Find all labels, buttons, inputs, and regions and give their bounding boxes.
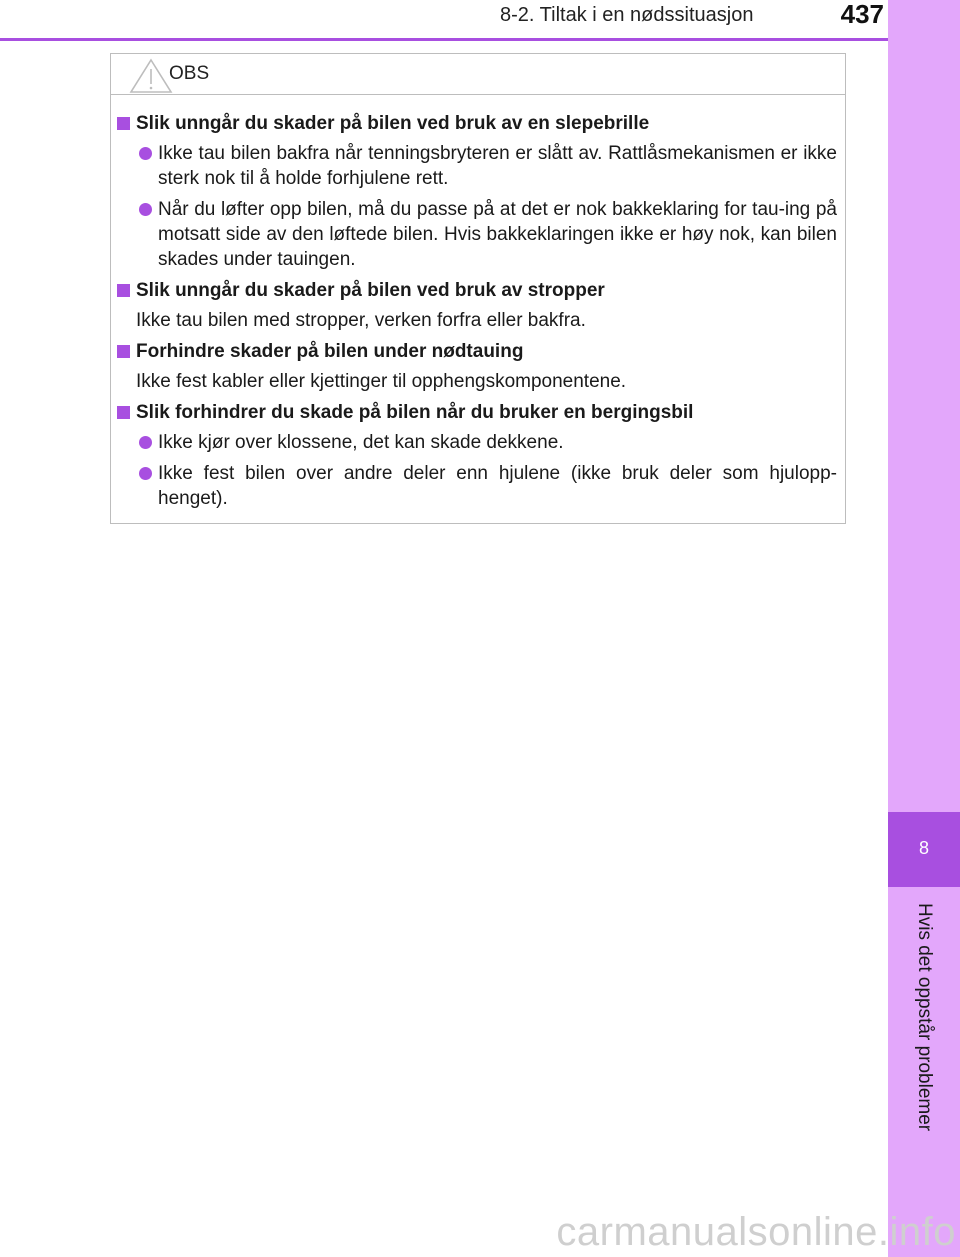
section-heading [117,400,837,426]
round-bullet-icon [139,467,152,480]
notice-title: OBS [169,63,210,84]
round-bullet-icon [139,203,152,216]
square-bullet-icon [117,345,130,358]
caution-notice-box [110,53,846,524]
section-heading-text: Forhindre skader på bilen under nødtauing [136,341,524,362]
notice-section [117,339,837,394]
section-text: Ikke tau bilen med stropper, verken forfra eller bakfra. [136,310,586,331]
square-bullet-icon [117,406,130,419]
bullet-text: Ikke fest bilen over andre deler enn hjulene (ikke bruk deler som hjulopp-henget). [158,463,837,509]
notice-section [117,278,837,333]
bullet-item [139,461,837,511]
notice-header [111,54,845,95]
section-heading [117,278,837,304]
square-bullet-icon [117,117,130,130]
section-heading-text: Slik unngår du skader på bilen ved bruk av stropper [136,280,605,301]
notice-body [111,95,845,511]
bullet-text: Når du løfter opp bilen, må du passe på at det er nok bakkeklaring for tau-ing på motsatt side av den løftede bilen. Hvis bakkeklaringen ikke er høy nok, kan bilen skades under tauingen. [158,199,837,270]
section-heading [117,339,837,365]
chapter-number: 8 [918,838,929,858]
notice-section [117,400,837,511]
section-text: Ikke fest kabler eller kjettinger til opphengskomponentene. [136,371,627,392]
warning-triangle-icon [129,58,173,94]
section-heading-text: Slik forhindrer du skade på bilen når du bruker en bergingsbil [136,402,694,423]
header-rule [0,38,888,41]
bullet-text: Ikke tau bilen bakfra når tenningsbryteren er slått av. Rattlåsmekanismen er ikke sterk nok til å holde forhjulene rett. [158,143,837,189]
page-number: 437 [840,0,884,29]
watermark: carmanualsonline.info [556,1210,956,1254]
square-bullet-icon [117,284,130,297]
section-title: 8-2. Tiltak i en nødssituasjon [500,4,754,26]
bullet-text: Ikke kjør over klossene, det kan skade dekkene. [158,432,564,453]
section-heading-text: Slik unngår du skader på bilen ved bruk av en slepebrille [136,113,650,134]
bullet-item [139,430,837,455]
round-bullet-icon [139,436,152,449]
notice-section [117,111,837,272]
section-heading [117,111,837,137]
round-bullet-icon [139,147,152,160]
bullet-item [139,197,837,272]
bullet-item [139,141,837,191]
chapter-title: Hvis det oppstår problemer [914,903,935,1132]
